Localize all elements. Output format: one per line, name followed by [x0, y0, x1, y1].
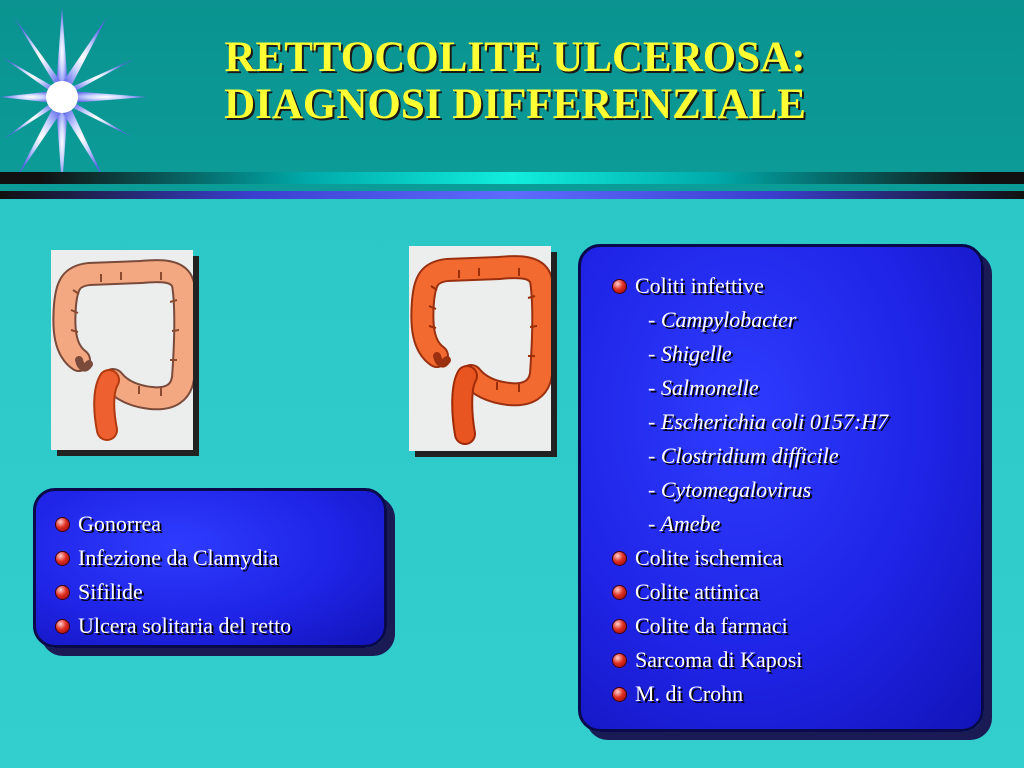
title-line-2: DIAGNOSI DIFFERENZIALE	[224, 81, 806, 128]
differential-box-right	[578, 244, 984, 732]
title-line-1: RETTOCOLITE ULCEROSA:	[224, 34, 806, 81]
header-divider-blue	[0, 191, 1024, 199]
star-icon	[0, 0, 150, 190]
slide-title	[150, 34, 880, 128]
bullet-icon	[56, 552, 69, 565]
list-item	[56, 507, 384, 541]
list-item-label: Infezione da Clamydia	[78, 545, 279, 570]
sub-list-item: - Shigelle	[648, 341, 732, 366]
list-item-label: Colite attinica	[635, 579, 760, 604]
colon-illustration-inflamed	[409, 246, 551, 451]
bullet-icon	[613, 586, 626, 599]
list-item-label: Ulcera solitaria del retto	[78, 613, 292, 638]
sub-list-item: - Campylobacter	[648, 307, 797, 332]
differential-box-left	[33, 488, 387, 648]
list-item	[613, 677, 981, 711]
bullet-icon	[56, 620, 69, 633]
bullet-icon	[613, 620, 626, 633]
list-item-label: Sifilide	[78, 579, 143, 604]
list-item	[613, 575, 981, 609]
sub-list-item: - Clostridium difficile	[648, 443, 839, 468]
sub-list-item: - Salmonelle	[648, 375, 759, 400]
colon-illustration-light	[51, 250, 193, 450]
list-item	[613, 643, 981, 677]
list-item	[613, 609, 981, 643]
list-item	[56, 609, 384, 643]
sub-list-item: - Amebe	[648, 511, 721, 536]
bullet-icon	[56, 586, 69, 599]
list-item	[56, 541, 384, 575]
left-list	[56, 507, 384, 643]
list-item-label: Colite ischemica	[635, 545, 783, 570]
list-item-label: Coliti infettive	[635, 273, 764, 298]
list-item-label: Colite da farmaci	[635, 613, 788, 638]
bullet-icon	[613, 688, 626, 701]
bullet-icon	[613, 654, 626, 667]
list-item-label: Sarcoma di Kaposi	[635, 647, 803, 672]
bullet-icon	[613, 280, 626, 293]
sub-list-item: - Escherichia coli 0157:H7	[648, 409, 889, 434]
header-divider	[0, 172, 1024, 184]
bullet-icon	[56, 518, 69, 531]
list-item-label: Gonorrea	[78, 511, 162, 536]
list-item	[56, 575, 384, 609]
list-item	[613, 541, 981, 575]
list-item-label: M. di Crohn	[635, 681, 744, 706]
list-item	[613, 269, 981, 303]
sub-list-item: - Cytomegalovirus	[648, 477, 812, 502]
right-list	[613, 269, 981, 711]
bullet-icon	[613, 552, 626, 565]
